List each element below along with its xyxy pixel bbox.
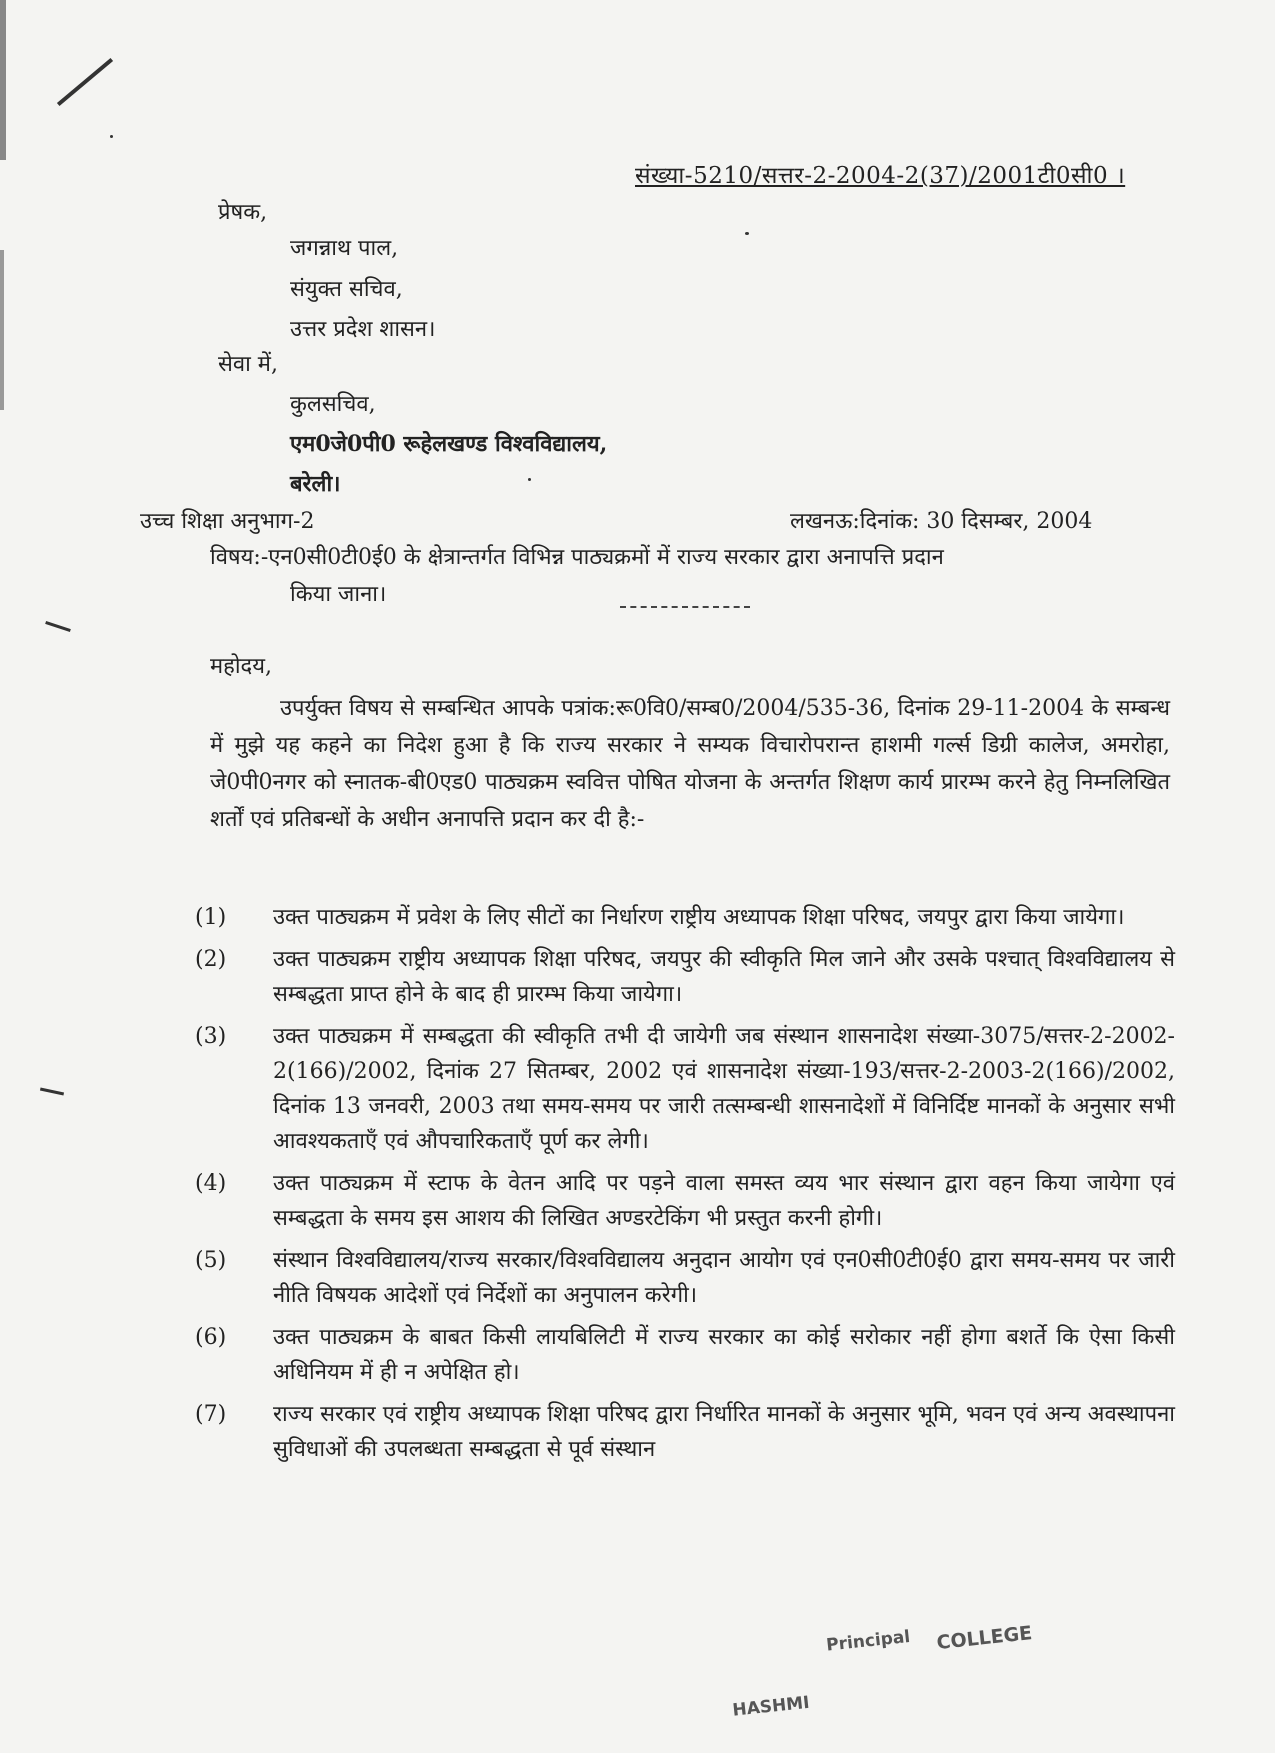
list-item-text: उक्त पाठ्यक्रम में स्टाफ के वेतन आदि पर पड़ने वाला समस्त व्यय भार संस्थान द्वारा वहन किया जायेगा एवं सम्बद्धता के समय इस आशय की लिखित अण्डरटेकिंग भी प्रस्तुत करनी होगी। bbox=[273, 1171, 1175, 1231]
speck bbox=[528, 478, 531, 481]
list-item-text: उक्त पाठ्यक्रम में सम्बद्धता की स्वीकृति तभी दी जायेगी जब संस्थान शासनादेश संख्या-3075/सत्तर-2-2002-2(166)/2002, दिनांक 27 सितम्बर, 2002 एवं शासनादेश संख्या-193/सत्तर-2-2003-2(166)/2002, दिनांक 13 जनवरी, 2003 तथा समय-समय पर जारी तत्सम्बन्धी शासनादेशों में विनिर्दिष्ट मानकों के अनुसार सभी आवश्यकताएँ एवं औपचारिकताएँ पूर्ण कर लेगी। bbox=[273, 1024, 1175, 1154]
section-name: उच्च शिक्षा अनुभाग-2 bbox=[140, 509, 315, 534]
list-item bbox=[195, 1019, 1175, 1159]
body-paragraph: उपर्युक्त विषय से सम्बन्धित आपके पत्रांक:रू0वि0/सम्ब0/2004/535-36, दिनांक 29-11-2004 के सम्बन्ध में मुझे यह कहने का निदेश हुआ है कि राज्य सरकार ने सम्यक विचारोपरान्त हाशमी गर्ल्स डिग्री कालेज, अमरोहा, जे0पी0नगर को स्नातक-बी0एड0 पाठ्यक्रम स्ववित्त पोषित योजना के अन्तर्गत शिक्षण कार्य प्रारम्भ करने हेतु निम्नलिखित शर्तों एवं प्रतिबन्धों के अधीन अनापत्ति प्रदान कर दी है:- bbox=[210, 696, 1170, 832]
dash-mark bbox=[45, 621, 71, 632]
pen-stroke-mark bbox=[57, 58, 113, 106]
left-edge-shadow bbox=[0, 0, 6, 160]
recipient-city: बरेली। bbox=[290, 471, 341, 497]
speck bbox=[110, 135, 113, 138]
letter-date: लखनऊ:दिनांक: 30 दिसम्बर, 2004 bbox=[790, 509, 1093, 534]
college-stamp bbox=[731, 1611, 1075, 1740]
list-item bbox=[195, 1320, 1175, 1390]
list-item-number: (1) bbox=[195, 905, 227, 930]
list-item-number: (6) bbox=[195, 1325, 227, 1350]
list-item-number: (4) bbox=[195, 1171, 227, 1196]
recipient-university: एम0जे0पी0 रूहेलखण्ड विश्वविद्यालय, bbox=[290, 431, 608, 457]
reference-number: संख्या-5210/सत्तर-2-2004-2(37)/2001टी0सी0 । bbox=[635, 163, 1126, 189]
list-item-text: उक्त पाठ्यक्रम राष्ट्रीय अध्यापक शिक्षा परिषद, जयपुर की स्वीकृति मिल जाने और उसके पश्चात् विश्वविद्यालय से सम्बद्धता प्राप्त होने के बाद ही प्रारम्भ किया जायेगा। bbox=[273, 947, 1175, 1007]
list-item bbox=[195, 1397, 1175, 1467]
conditions-list bbox=[195, 900, 1175, 1474]
list-item-text: संस्थान विश्वविद्यालय/राज्य सरकार/विश्वविद्यालय अनुदान आयोग एवं एन0सी0टी0ई0 द्वारा समय-समय पर जारी नीति विषयक आदेशों एवं निर्देशों का अनुपालन करेगी। bbox=[273, 1248, 1175, 1308]
list-item-number: (7) bbox=[195, 1402, 227, 1427]
list-item-number: (3) bbox=[195, 1024, 227, 1049]
list-item bbox=[195, 942, 1175, 1012]
recipient-label: सेवा में, bbox=[218, 352, 278, 377]
list-item-text: उक्त पाठ्यक्रम के बाबत किसी लायबिलिटी में राज्य सरकार का कोई सरोकार नहीं होगा बशर्ते कि ऐसा किसी अधिनियम में ही न अपेक्षित हो। bbox=[273, 1325, 1175, 1385]
list-item-text: राज्य सरकार एवं राष्ट्रीय अध्यापक शिक्षा परिषद द्वारा निर्धारित मानकों के अनुसार भूमि, भवन एवं अन्य अवस्थापना सुविधाओं की उपलब्धता सम्बद्धता से पूर्व संस्थान bbox=[273, 1402, 1175, 1462]
left-edge-shadow bbox=[0, 250, 4, 410]
subject-line: विषय:-एन0सी0टी0ई0 के क्षेत्रान्तर्गत विभिन्न पाठ्यक्रमों में राज्य सरकार द्वारा अनापत्ति प्रदान bbox=[210, 545, 944, 570]
sender-office: उत्तर प्रदेश शासन। bbox=[290, 317, 436, 342]
sender-designation: संयुक्त सचिव, bbox=[290, 277, 403, 302]
subject-line-continued: किया जाना। bbox=[290, 582, 387, 607]
salutation: महोदय, bbox=[210, 654, 272, 679]
list-item bbox=[195, 1243, 1175, 1313]
speck bbox=[745, 232, 749, 235]
divider bbox=[620, 606, 750, 608]
stamp-text: HASHMI bbox=[731, 1692, 811, 1721]
list-item-text: उक्त पाठ्यक्रम में प्रवेश के लिए सीटों का निर्धारण राष्ट्रीय अध्यापक शिक्षा परिषद, जयपुर द्वारा किया जायेगा। bbox=[273, 905, 1125, 930]
sender-label: प्रेषक, bbox=[218, 200, 268, 225]
list-item bbox=[195, 1166, 1175, 1236]
recipient-designation: कुलसचिव, bbox=[290, 392, 376, 417]
list-item-number: (5) bbox=[195, 1248, 227, 1273]
stamp-text: Principal bbox=[825, 1626, 912, 1656]
sender-name: जगन्नाथ पाल, bbox=[290, 236, 399, 261]
stamp-text: COLLEGE bbox=[935, 1622, 1034, 1655]
list-item bbox=[195, 900, 1175, 935]
dash-mark bbox=[40, 1088, 64, 1096]
list-item-number: (2) bbox=[195, 947, 227, 972]
